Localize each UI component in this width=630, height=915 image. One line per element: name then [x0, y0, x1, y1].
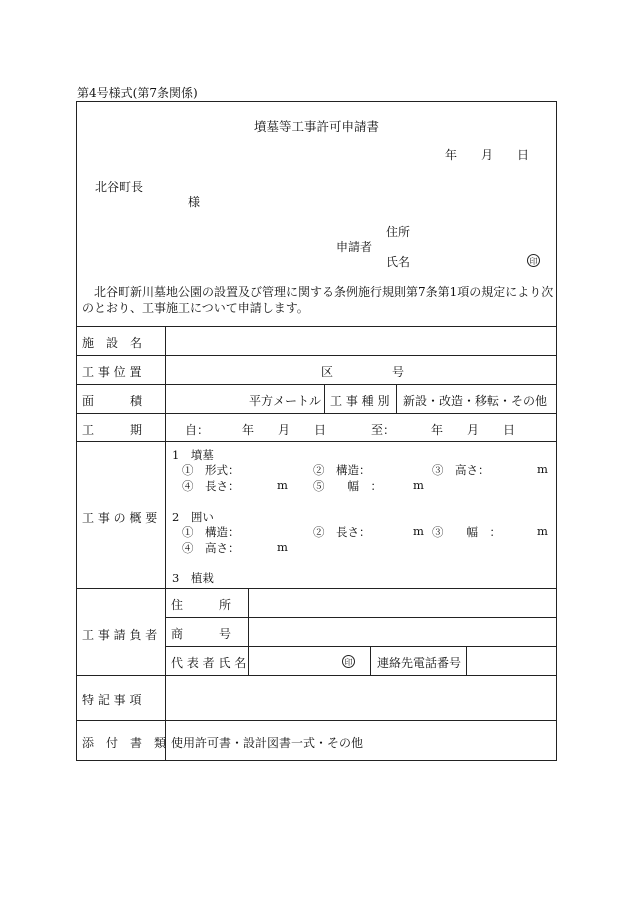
s1-length-unit: m	[277, 478, 288, 492]
facility-name-field[interactable]	[166, 327, 556, 355]
s1-structure: ② 構造：	[313, 463, 371, 477]
go-label: 号	[392, 365, 405, 379]
work-type-label: 工 事 種 別	[330, 394, 390, 408]
rule	[466, 646, 467, 675]
form-title: 墳墓等工事許可申請書	[254, 119, 380, 134]
contractor-trade-name-label: 商 号	[171, 627, 232, 641]
ku-label: 区	[321, 365, 334, 379]
work-location-label: 工 事 位 置	[82, 365, 142, 379]
s1-length: ④ 長さ：	[182, 479, 240, 493]
addressee: 北谷町長	[95, 180, 144, 194]
area-unit: 平方メートル	[249, 394, 322, 408]
name-label: 氏名	[386, 255, 411, 269]
s1-height-unit: m	[537, 462, 548, 476]
s2-height-unit: m	[277, 540, 288, 554]
s2-height: ④ 高さ：	[182, 541, 240, 555]
rule	[76, 441, 557, 442]
body-text-line-1: 北谷町新川墓地公園の設置及び管理に関する条例施行規則第7条第1項の規定により次	[94, 285, 554, 299]
period-to-day: 日	[503, 423, 516, 437]
period-to-year: 年	[431, 423, 444, 437]
rule	[324, 384, 325, 413]
facility-name-label: 施 設 名	[82, 336, 143, 350]
date-day-label: 日	[517, 148, 530, 162]
attachments-label: 添 付 書 類	[82, 736, 167, 750]
contractor-phone-label: 連絡先電話番号	[377, 656, 462, 670]
special-notes-label: 特 記 事 項	[82, 693, 142, 707]
attachments-value: 使用許可書・設計図書一式・その他	[171, 736, 364, 750]
contractor-address-label: 住 所	[171, 598, 232, 612]
section-3-title: 3 植栽	[172, 571, 214, 585]
period-to-label: 至：	[371, 423, 396, 437]
period-from-label: 自：	[185, 423, 210, 437]
form-number: 第4号様式(第7条関係)	[77, 86, 198, 100]
section-2-title: 2 囲い	[172, 510, 214, 524]
address-label: 住所	[386, 225, 411, 239]
s1-width-unit: m	[413, 478, 424, 492]
s2-structure: ① 構造：	[182, 525, 240, 539]
rule	[370, 646, 371, 675]
rule	[76, 355, 557, 356]
s2-length: ② 長さ：	[313, 525, 371, 539]
contractor-seal-icon: 印	[342, 655, 355, 668]
s1-form: ① 形式：	[182, 463, 240, 477]
period-from-month: 月	[278, 423, 291, 437]
area-label: 面 積	[82, 394, 143, 408]
contractor-label: 工 事 請 負 者	[82, 628, 158, 642]
period-to-month: 月	[467, 423, 480, 437]
rule	[165, 646, 557, 647]
s2-width-unit: m	[537, 524, 548, 538]
work-period-label: 工 期	[82, 423, 143, 437]
period-from-day: 日	[314, 423, 327, 437]
rule	[248, 588, 249, 675]
rule	[396, 384, 397, 413]
applicant-label: 申請者	[336, 240, 373, 254]
rule	[76, 675, 557, 676]
rule	[76, 413, 557, 414]
s1-height: ③ 高さ：	[432, 463, 490, 477]
body-text-line-2: のとおり、工事施工について申請します。	[82, 301, 309, 315]
period-from-year: 年	[242, 423, 255, 437]
rule	[76, 384, 557, 385]
honorific: 様	[188, 195, 201, 209]
label-column-rule	[165, 326, 166, 761]
rule	[165, 617, 557, 618]
date-month-label: 月	[481, 148, 494, 162]
s2-length-unit: m	[413, 524, 424, 538]
section-1-title: 1 墳墓	[172, 448, 214, 462]
contractor-rep-name-label: 代 表 者 氏 名	[171, 656, 247, 670]
overview-label: 工 事 の 概 要	[82, 511, 158, 525]
applicant-seal-icon: 印	[527, 254, 540, 267]
s2-width: ③ 幅 ：	[432, 525, 501, 539]
work-type-options[interactable]: 新設・改造・移転・その他	[403, 394, 548, 408]
rule	[76, 720, 557, 721]
date-year-label: 年	[445, 148, 458, 162]
rule	[76, 588, 557, 589]
s1-width: ⑤ 幅 ：	[313, 479, 382, 493]
